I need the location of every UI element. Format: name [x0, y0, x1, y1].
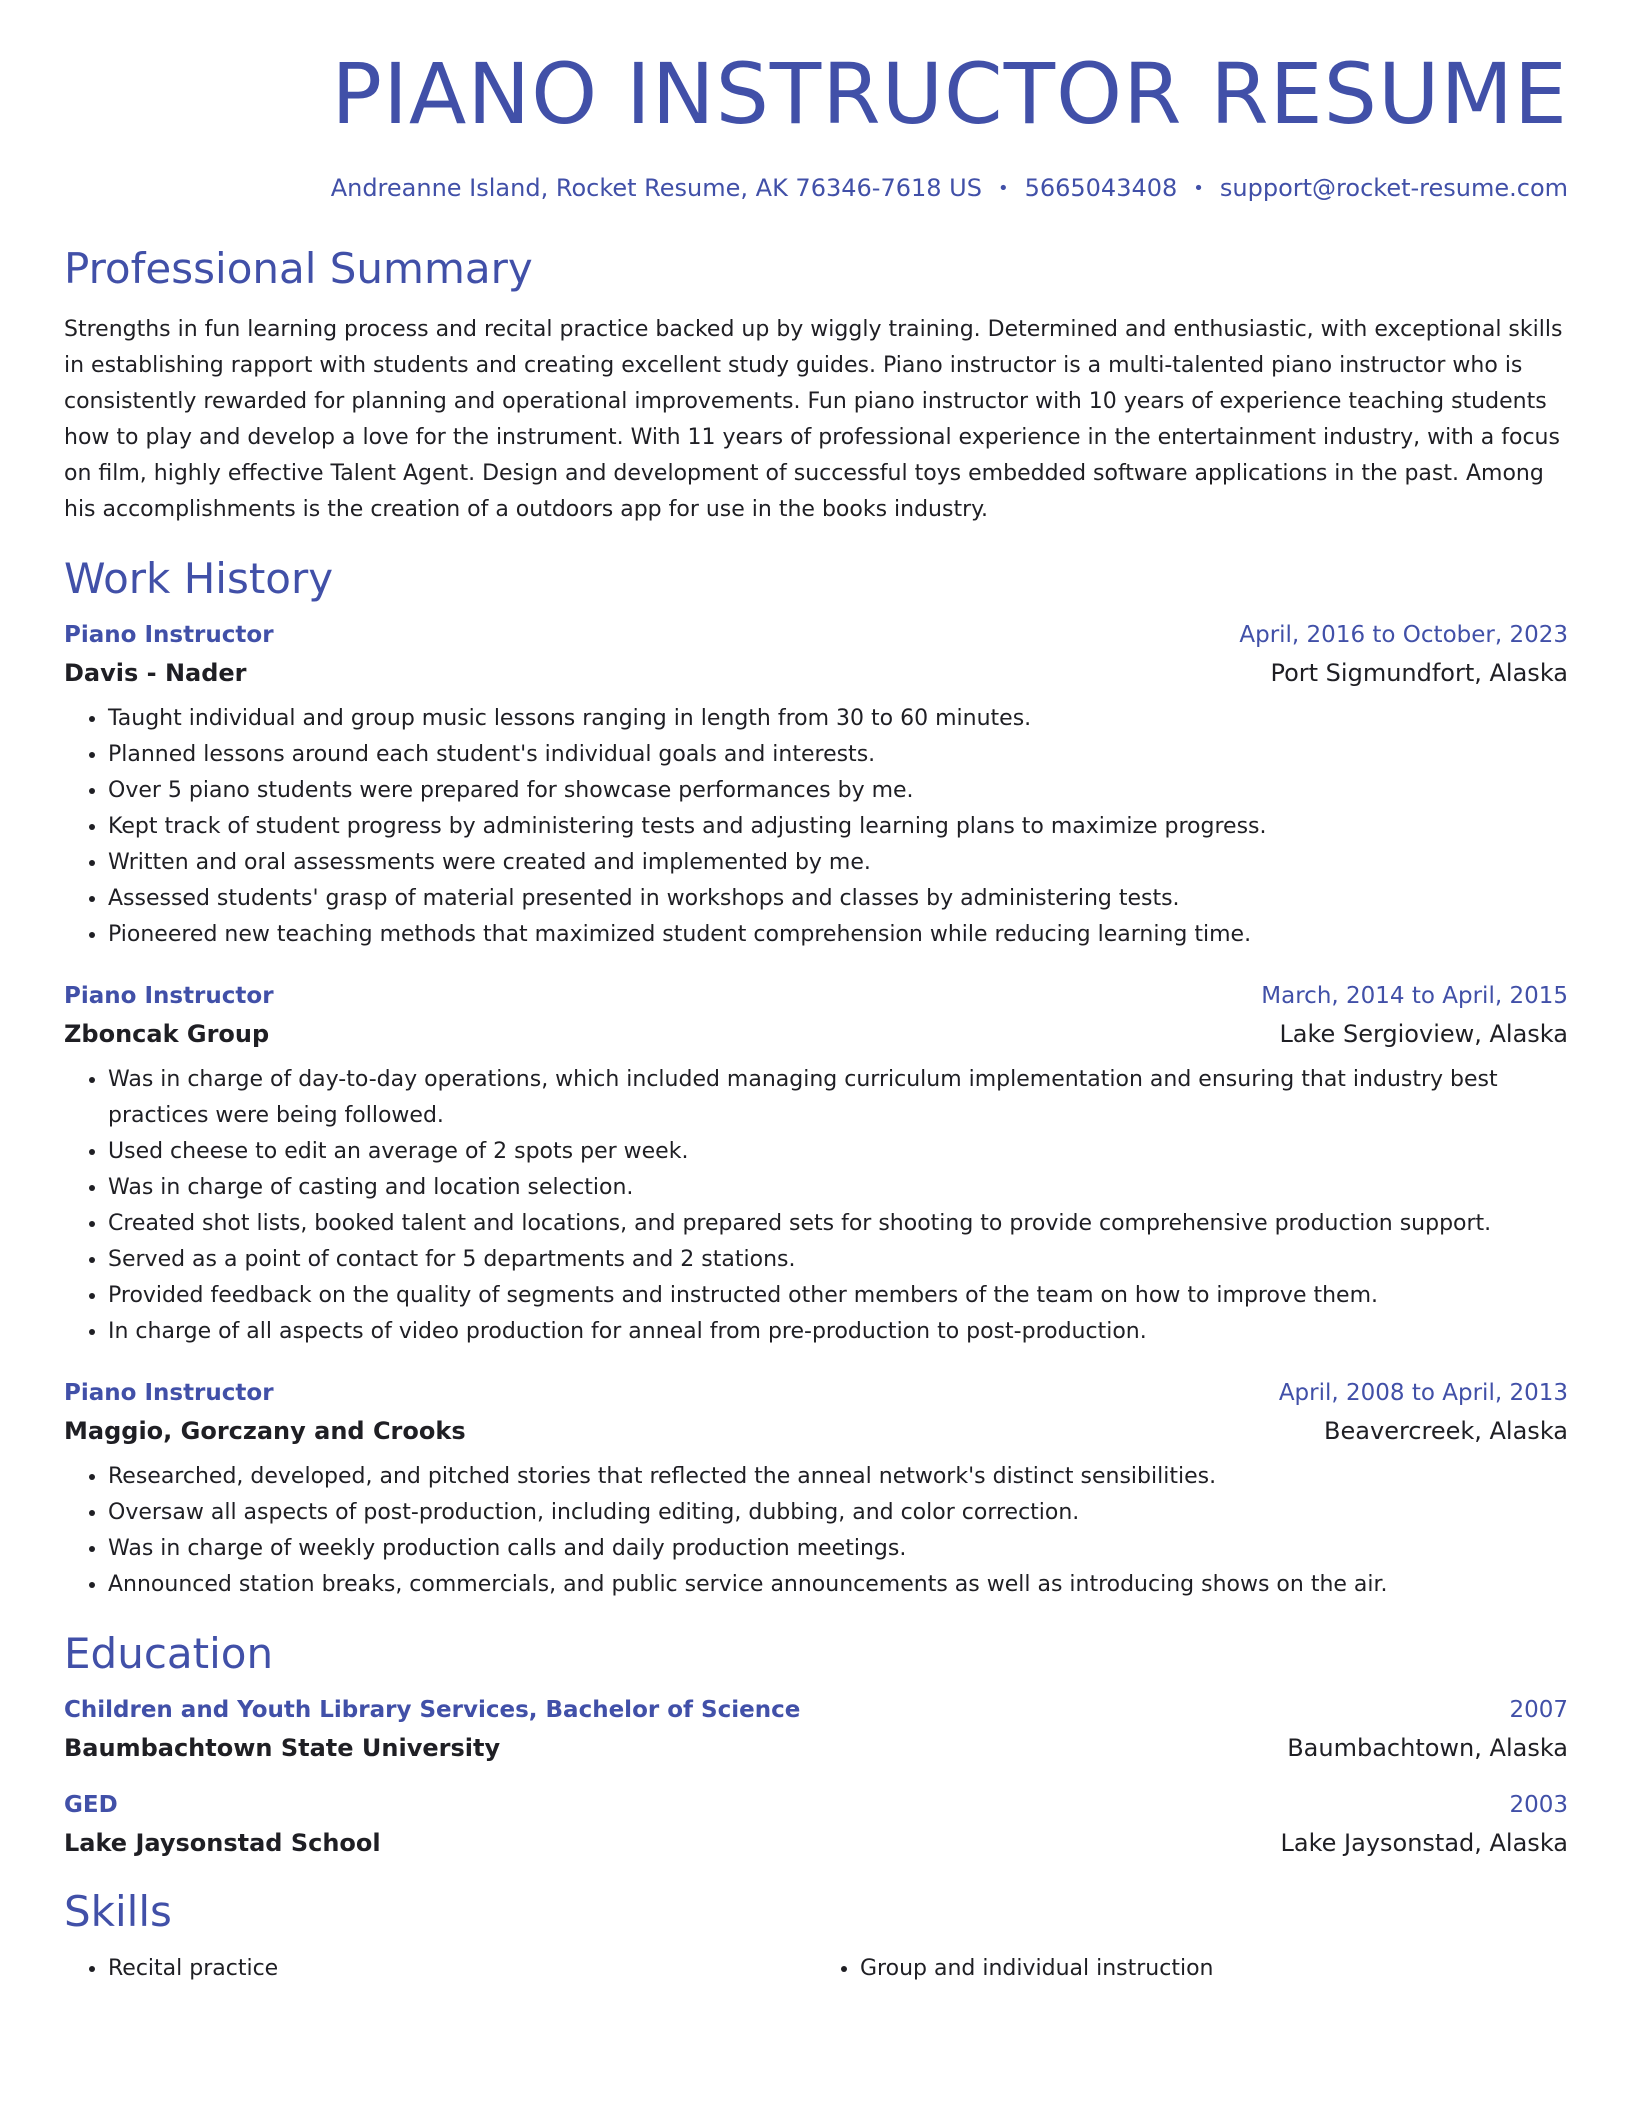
list-item: • Assessed students' grasp of material presented in workshops and classes by administering tests. [108, 881, 1568, 917]
skills-column [816, 1951, 1568, 1987]
summary-text: Strengths in fun learning process and recital practice backed up by wiggly training. Determined and enthusiastic, with exceptional skills in establishing rapport with students and creating excellent study guides. Piano instructor is a multi-talented piano instructor who is consistently rewarded for planning and operational improvements. Fun piano instructor with 10 years of experience teaching students how to play and develop a love for the instrument. With 11 years of professional experience in the entertainment industry, with a focus on film, highly effective Talent Agent. Design and development of successful toys embedded software applications in the past. Among his accomplishments is the creation of a outdoors app for use in the books industry. [64, 317, 1563, 522]
contact-address: Andreanne Island, Rocket Resume, AK 76346-7618 US [330, 174, 982, 202]
contact-separator: • [1193, 178, 1204, 199]
job-company: Zboncak Group [64, 1020, 270, 1048]
contact-separator: • [997, 178, 1009, 199]
work-history-heading: Work History [64, 554, 334, 603]
job-location: Port Sigmundfort, Alaska [1270, 659, 1568, 687]
list-item: • Served as a point of contact for 5 departments and 2 stations. [108, 1242, 1568, 1278]
job-bullets [64, 1062, 1568, 1350]
job-title: Piano Instructor [64, 1380, 274, 1406]
list-item: • Over 5 piano students were prepared for showcase performances by me. [108, 773, 1568, 809]
list-item: • Was in charge of casting and location selection. [108, 1170, 1568, 1206]
list-item: • Planned lessons around each student's individual goals and interests. [108, 737, 1568, 773]
job-company: Maggio, Gorczany and Crooks [64, 1417, 466, 1445]
skill-item: • Recital practice [108, 1951, 816, 1987]
contact-phone: 5665043408 [1024, 174, 1178, 202]
job-company: Davis - Nader [64, 659, 247, 687]
education-degree: Children and Youth Library Services, Bachelor of Science [64, 1697, 801, 1723]
job-dates: March, 2014 to April, 2015 [1261, 983, 1568, 1009]
education-degree: GED [64, 1792, 118, 1818]
list-item: • Researched, developed, and pitched stories that reflected the anneal network's distinct sensibilities. [108, 1459, 1568, 1495]
summary-heading: Professional Summary [64, 244, 533, 293]
job-title: Piano Instructor [64, 983, 274, 1009]
job-title: Piano Instructor [64, 622, 274, 648]
skills-heading: Skills [64, 1887, 172, 1936]
list-item: • In charge of all aspects of video production for anneal from pre-production to post-production. [108, 1314, 1568, 1350]
contact-email[interactable]: support@rocket-resume.com [1219, 174, 1568, 202]
resume-title: PIANO INSTRUCTOR RESUME [331, 45, 1568, 143]
list-item: • Written and oral assessments were created and implemented by me. [108, 845, 1568, 881]
skill-item: • Group and individual instruction [860, 1951, 1568, 1987]
list-item: • Announced station breaks, commercials, and public service announcements as well as introducing shows on the air. [108, 1567, 1568, 1603]
education-school: Lake Jaysonstad School [64, 1829, 381, 1857]
list-item: • Provided feedback on the quality of segments and instructed other members of the team on how to improve them. [108, 1278, 1568, 1314]
list-item: • Used cheese to edit an average of 2 spots per week. [108, 1134, 1568, 1170]
job-bullets [64, 1459, 1568, 1603]
education-school: Baumbachtown State University [64, 1734, 501, 1762]
education-heading: Education [64, 1629, 274, 1678]
job-location: Beavercreek, Alaska [1324, 1417, 1568, 1445]
job-location: Lake Sergioview, Alaska [1279, 1020, 1568, 1048]
skills-list [64, 1951, 1568, 1987]
education-year: 2003 [1509, 1792, 1568, 1818]
education-year: 2007 [1509, 1697, 1568, 1723]
resume-page [64, 0, 1568, 1987]
job-entry [64, 1380, 1568, 1603]
education-location: Lake Jaysonstad, Alaska [1280, 1829, 1568, 1857]
job-entry [64, 983, 1568, 1350]
list-item: • Oversaw all aspects of post-production, including editing, dubbing, and color correction. [108, 1495, 1568, 1531]
education-entry [64, 1792, 1568, 1857]
job-bullets [64, 701, 1568, 953]
list-item: • Pioneered new teaching methods that maximized student comprehension while reducing learning time. [108, 917, 1568, 953]
education-location: Baumbachtown, Alaska [1287, 1734, 1568, 1762]
list-item: • Taught individual and group music lessons ranging in length from 30 to 60 minutes. [108, 701, 1568, 737]
list-item: • Kept track of student progress by administering tests and adjusting learning plans to maximize progress. [108, 809, 1568, 845]
education-entry [64, 1697, 1568, 1762]
list-item: • Was in charge of day-to-day operations, which included managing curriculum implementation and ensuring that industry best practices were being followed. [108, 1062, 1568, 1134]
list-item: • Created shot lists, booked talent and locations, and prepared sets for shooting to provide comprehensive production support. [108, 1206, 1568, 1242]
job-entry [64, 622, 1568, 953]
skills-column [64, 1951, 816, 1987]
contact-line [64, 174, 1568, 202]
job-dates: April, 2016 to October, 2023 [1239, 622, 1568, 648]
job-dates: April, 2008 to April, 2013 [1278, 1380, 1568, 1406]
list-item: • Was in charge of weekly production calls and daily production meetings. [108, 1531, 1568, 1567]
